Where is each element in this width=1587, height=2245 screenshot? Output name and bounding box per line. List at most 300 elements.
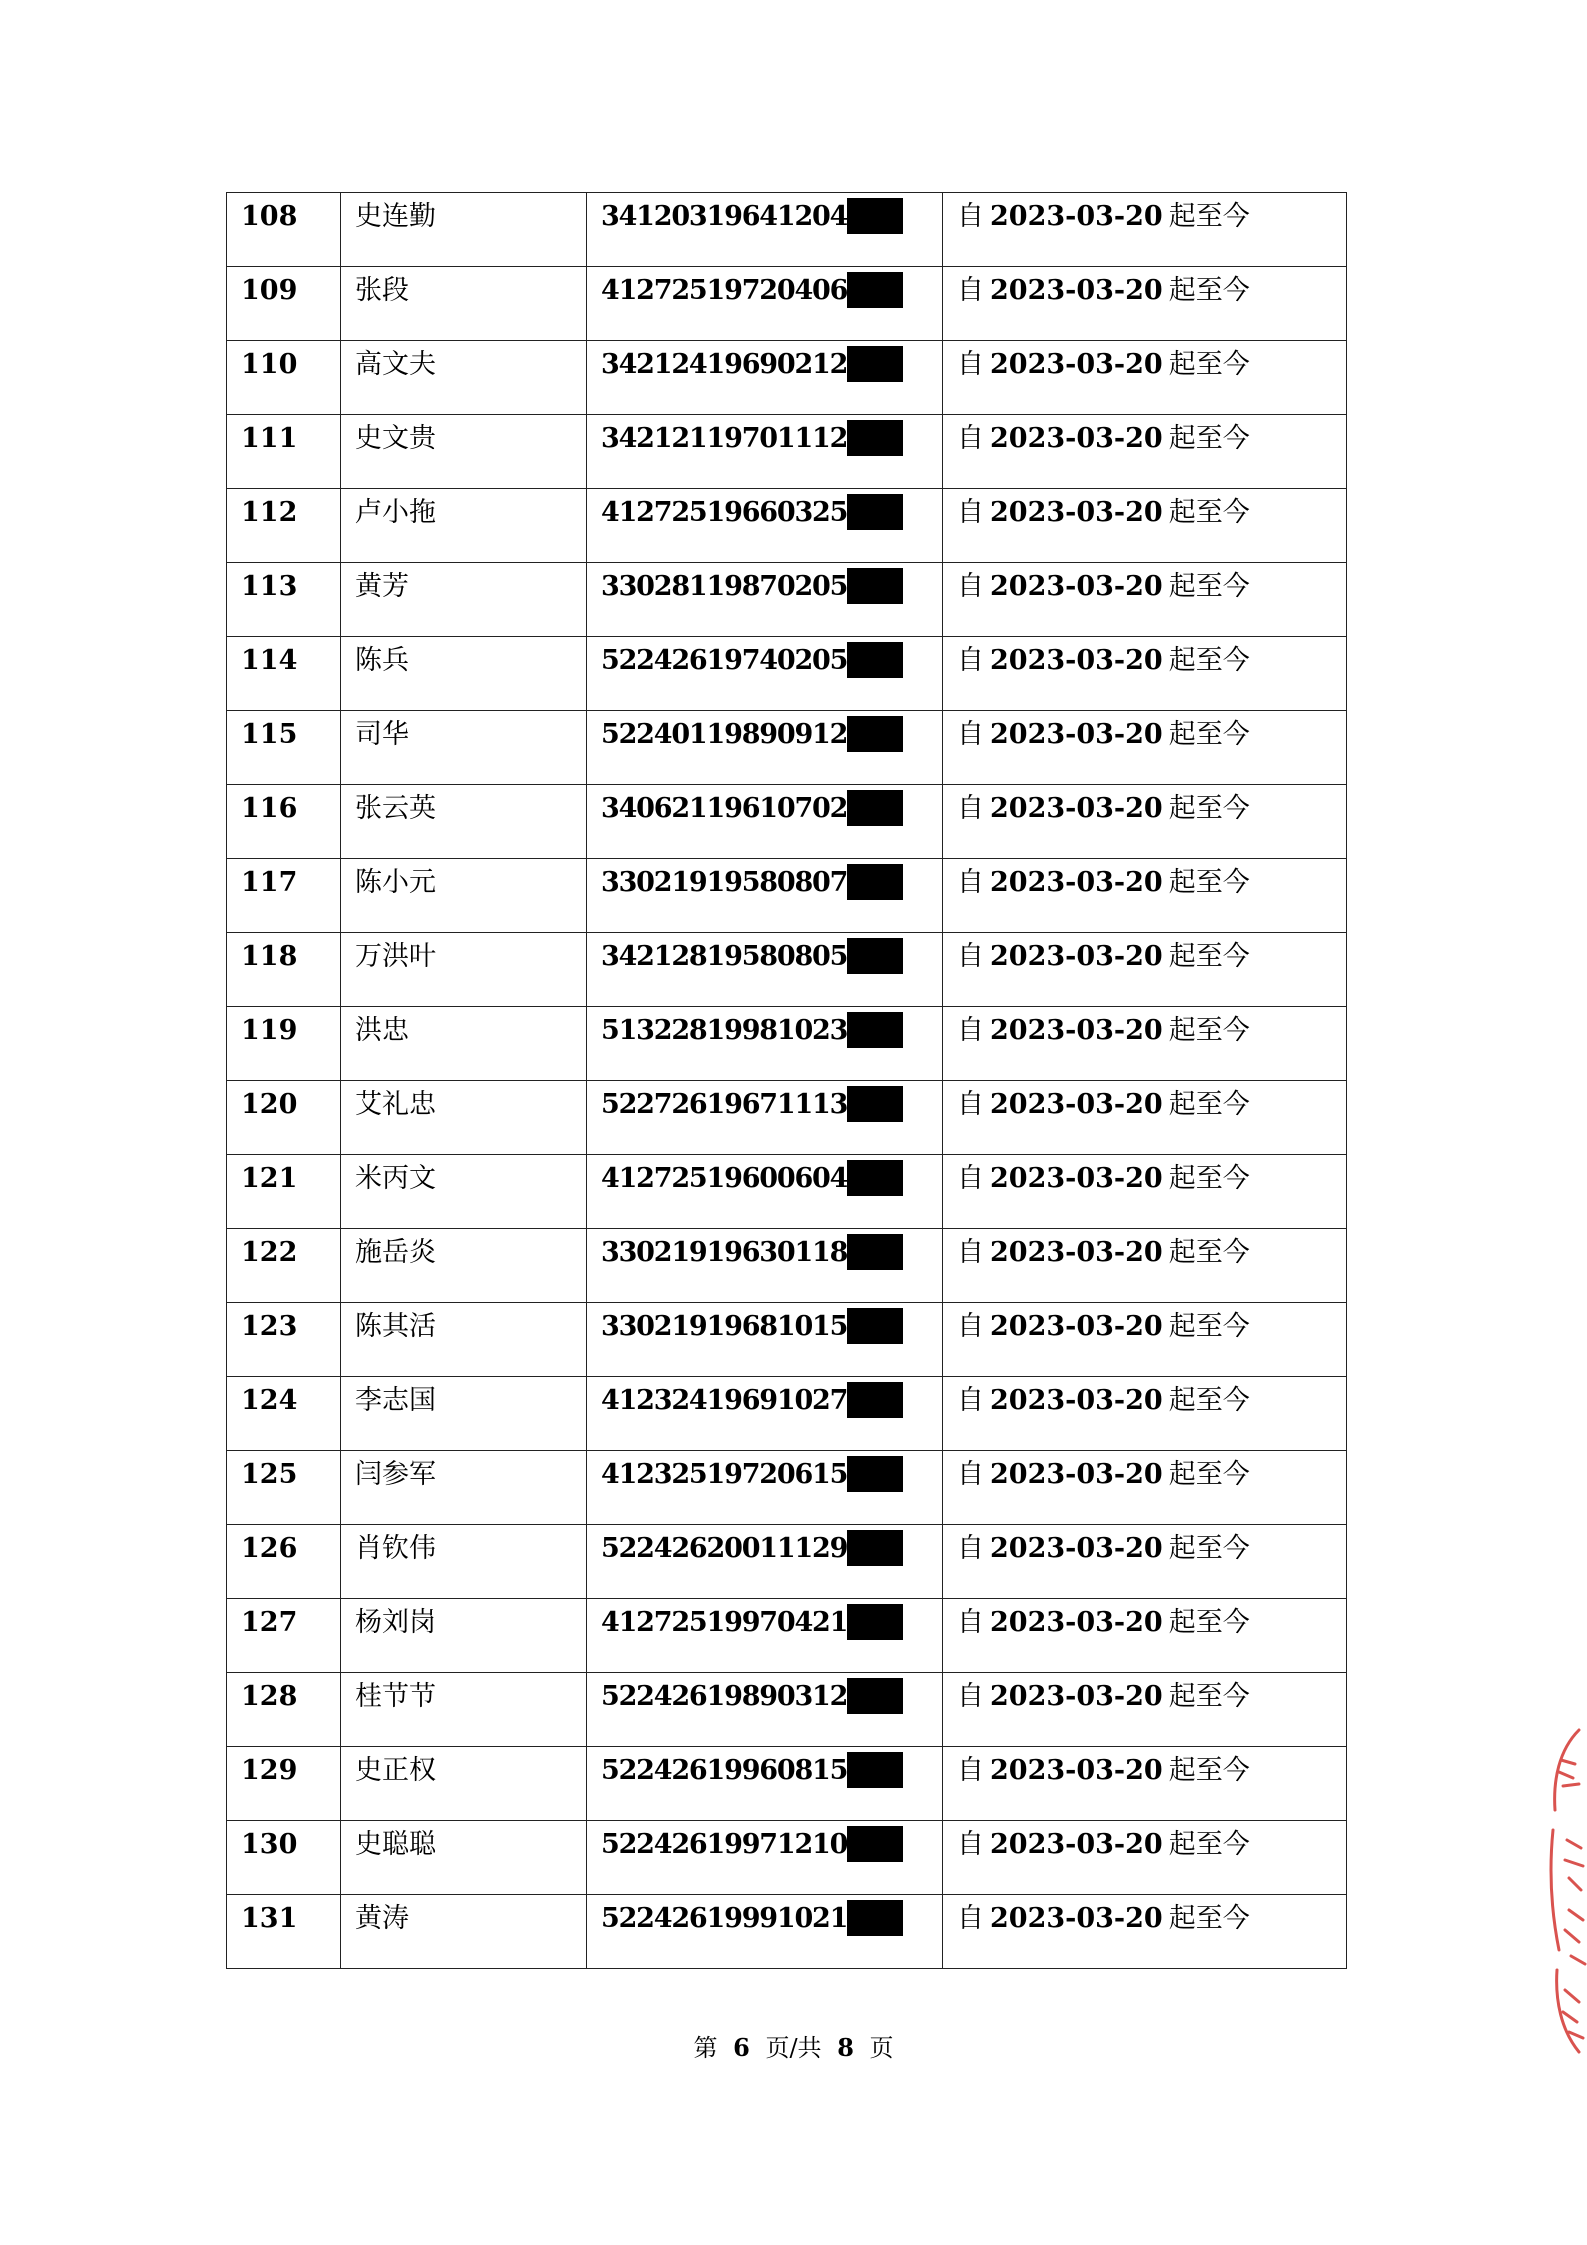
- period-cell: [943, 1303, 1347, 1377]
- period-cell: [943, 1081, 1347, 1155]
- id-number-cell: [587, 1081, 943, 1155]
- row-number: 113: [241, 571, 298, 602]
- person-name-cell: [341, 415, 587, 489]
- id-number-group: [601, 637, 903, 678]
- row-number-cell: [227, 415, 341, 489]
- row-number: 125: [241, 1459, 298, 1490]
- period-text: [957, 341, 1250, 378]
- period-cell: [943, 1895, 1347, 1969]
- id-number: 51322819981023: [601, 1015, 848, 1046]
- table-row: [227, 193, 1347, 267]
- period-text: [957, 1155, 1250, 1192]
- row-number: 123: [241, 1311, 298, 1342]
- person-name: 黄芳: [355, 571, 409, 602]
- id-number: 34212119701112: [601, 423, 848, 454]
- redaction-block: [847, 1382, 903, 1418]
- period-suffix: 起至今: [1168, 719, 1250, 750]
- table-row: [227, 267, 1347, 341]
- period-prefix: 自: [957, 793, 984, 824]
- row-number: 108: [241, 201, 298, 232]
- id-number-group: [601, 785, 903, 826]
- start-date: 2023-03-20: [990, 1607, 1163, 1638]
- person-name: 卢小拖: [355, 497, 436, 528]
- redaction-block: [847, 1012, 903, 1048]
- id-number-cell: [587, 1895, 943, 1969]
- id-number-group: [601, 1525, 903, 1566]
- period-cell: [943, 415, 1347, 489]
- period-prefix: 自: [957, 1755, 984, 1786]
- person-name: 李志国: [355, 1385, 436, 1416]
- redaction-block: [847, 938, 903, 974]
- id-number: 33021919580807: [601, 867, 848, 898]
- table-row: [227, 415, 1347, 489]
- id-number: 33021919681015: [601, 1311, 848, 1342]
- id-number: 41232419691027: [601, 1385, 848, 1416]
- row-number-cell: [227, 1377, 341, 1451]
- id-number-group: [601, 859, 903, 900]
- redaction-block: [847, 568, 903, 604]
- period-cell: [943, 1673, 1347, 1747]
- id-number-group: [601, 1747, 903, 1788]
- person-name-cell: [341, 933, 587, 1007]
- id-number: 52272619671113: [601, 1089, 848, 1120]
- row-number-cell: [227, 193, 341, 267]
- table-row: [227, 1303, 1347, 1377]
- period-suffix: 起至今: [1168, 1607, 1250, 1638]
- start-date: 2023-03-20: [990, 867, 1163, 898]
- period-text: [957, 1525, 1250, 1562]
- id-number-cell: [587, 1155, 943, 1229]
- period-text: [957, 933, 1250, 970]
- person-name: 黄涛: [355, 1903, 409, 1934]
- id-number: 41272519660325: [601, 497, 848, 528]
- period-cell: [943, 1155, 1347, 1229]
- row-number-cell: [227, 1229, 341, 1303]
- table-row: [227, 489, 1347, 563]
- period-text: [957, 711, 1250, 748]
- id-number-cell: [587, 711, 943, 785]
- row-number: 117: [241, 867, 298, 898]
- personnel-table: [226, 192, 1347, 1969]
- period-suffix: 起至今: [1168, 1829, 1250, 1860]
- row-number-cell: [227, 341, 341, 415]
- period-cell: [943, 489, 1347, 563]
- start-date: 2023-03-20: [990, 1755, 1163, 1786]
- start-date: 2023-03-20: [990, 645, 1163, 676]
- id-number-group: [601, 341, 903, 382]
- redaction-block: [847, 1900, 903, 1936]
- row-number-cell: [227, 1747, 341, 1821]
- id-number-cell: [587, 341, 943, 415]
- person-name-cell: [341, 1155, 587, 1229]
- id-number: 52240119890912: [601, 719, 848, 750]
- period-prefix: 自: [957, 1089, 984, 1120]
- period-prefix: 自: [957, 1681, 984, 1712]
- table-row: [227, 859, 1347, 933]
- redaction-block: [847, 1160, 903, 1196]
- person-name: 史聪聪: [355, 1829, 436, 1860]
- id-number-cell: [587, 1525, 943, 1599]
- person-name: 米丙文: [355, 1163, 436, 1194]
- period-text: [957, 1599, 1250, 1636]
- id-number-cell: [587, 267, 943, 341]
- redaction-block: [847, 1678, 903, 1714]
- period-cell: [943, 785, 1347, 859]
- row-number: 119: [241, 1015, 298, 1046]
- person-name: 艾礼忠: [355, 1089, 436, 1120]
- period-cell: [943, 859, 1347, 933]
- person-name: 高文夫: [355, 349, 436, 380]
- id-number: 52242619971210: [601, 1829, 848, 1860]
- table-row: [227, 1229, 1347, 1303]
- id-number-cell: [587, 563, 943, 637]
- table-row: [227, 341, 1347, 415]
- redaction-block: [847, 1234, 903, 1270]
- person-name: 闫参军: [355, 1459, 436, 1490]
- start-date: 2023-03-20: [990, 497, 1163, 528]
- row-number-cell: [227, 1525, 341, 1599]
- period-suffix: 起至今: [1168, 423, 1250, 454]
- period-suffix: 起至今: [1168, 1015, 1250, 1046]
- total-pages-number: 8: [837, 2033, 854, 2062]
- period-text: [957, 489, 1250, 526]
- start-date: 2023-03-20: [990, 1237, 1163, 1268]
- redaction-block: [847, 716, 903, 752]
- id-number-cell: [587, 637, 943, 711]
- period-text: [957, 1451, 1250, 1488]
- person-name-cell: [341, 1747, 587, 1821]
- period-text: [957, 1007, 1250, 1044]
- id-number-cell: [587, 489, 943, 563]
- person-name-cell: [341, 1007, 587, 1081]
- period-prefix: 自: [957, 867, 984, 898]
- period-suffix: 起至今: [1168, 1089, 1250, 1120]
- person-name-cell: [341, 489, 587, 563]
- person-name-cell: [341, 1377, 587, 1451]
- id-number-cell: [587, 1599, 943, 1673]
- row-number-cell: [227, 1599, 341, 1673]
- start-date: 2023-03-20: [990, 1385, 1163, 1416]
- id-number-cell: [587, 193, 943, 267]
- redaction-block: [847, 420, 903, 456]
- table-row: [227, 563, 1347, 637]
- person-name-cell: [341, 1451, 587, 1525]
- period-prefix: 自: [957, 1237, 984, 1268]
- row-number-cell: [227, 711, 341, 785]
- id-number-group: [601, 1229, 903, 1270]
- row-number: 126: [241, 1533, 298, 1564]
- person-name-cell: [341, 1525, 587, 1599]
- start-date: 2023-03-20: [990, 1015, 1163, 1046]
- person-name-cell: [341, 1229, 587, 1303]
- start-date: 2023-03-20: [990, 571, 1163, 602]
- id-number: 34212419690212: [601, 349, 848, 380]
- period-cell: [943, 1007, 1347, 1081]
- id-number-group: [601, 489, 903, 530]
- id-number-group: [601, 1673, 903, 1714]
- redaction-block: [847, 1308, 903, 1344]
- row-number-cell: [227, 1303, 341, 1377]
- period-suffix: 起至今: [1168, 645, 1250, 676]
- id-number: 41272519600604: [601, 1163, 848, 1194]
- row-number-cell: [227, 1007, 341, 1081]
- start-date: 2023-03-20: [990, 1089, 1163, 1120]
- period-suffix: 起至今: [1168, 1459, 1250, 1490]
- id-number-cell: [587, 1821, 943, 1895]
- redaction-block: [847, 1826, 903, 1862]
- period-suffix: 起至今: [1168, 497, 1250, 528]
- person-name-cell: [341, 267, 587, 341]
- table-row: [227, 1821, 1347, 1895]
- period-text: [957, 415, 1250, 452]
- period-cell: [943, 1525, 1347, 1599]
- period-suffix: 起至今: [1168, 1903, 1250, 1934]
- person-name-cell: [341, 341, 587, 415]
- id-number-group: [601, 267, 903, 308]
- table-row: [227, 1081, 1347, 1155]
- start-date: 2023-03-20: [990, 1681, 1163, 1712]
- person-name: 张段: [355, 275, 409, 306]
- id-number-group: [601, 1007, 903, 1048]
- period-text: [957, 193, 1250, 230]
- id-number-group: [601, 1895, 903, 1936]
- start-date: 2023-03-20: [990, 1829, 1163, 1860]
- row-number-cell: [227, 563, 341, 637]
- row-number: 118: [241, 941, 298, 972]
- row-number-cell: [227, 1155, 341, 1229]
- period-prefix: 自: [957, 645, 984, 676]
- row-number: 129: [241, 1755, 298, 1786]
- period-text: [957, 1895, 1250, 1932]
- period-text: [957, 1229, 1250, 1266]
- table-row: [227, 933, 1347, 1007]
- person-name-cell: [341, 193, 587, 267]
- id-number-cell: [587, 1451, 943, 1525]
- row-number-cell: [227, 933, 341, 1007]
- row-number: 109: [241, 275, 298, 306]
- id-number-group: [601, 193, 903, 234]
- person-name: 史连勤: [355, 201, 436, 232]
- period-suffix: 起至今: [1168, 1533, 1250, 1564]
- id-number-group: [601, 1303, 903, 1344]
- period-cell: [943, 1229, 1347, 1303]
- id-number-group: [601, 711, 903, 752]
- redaction-block: [847, 272, 903, 308]
- redaction-block: [847, 864, 903, 900]
- period-prefix: 自: [957, 1385, 984, 1416]
- period-suffix: 起至今: [1168, 867, 1250, 898]
- id-number-group: [601, 1451, 903, 1492]
- period-cell: [943, 1821, 1347, 1895]
- id-number-cell: [587, 1377, 943, 1451]
- person-name: 杨刘岗: [355, 1607, 436, 1638]
- id-number: 52242619890312: [601, 1681, 848, 1712]
- id-number-group: [601, 1599, 903, 1640]
- period-cell: [943, 1747, 1347, 1821]
- table-row: [227, 1673, 1347, 1747]
- period-cell: [943, 1377, 1347, 1451]
- start-date: 2023-03-20: [990, 1533, 1163, 1564]
- period-suffix: 起至今: [1168, 571, 1250, 602]
- period-prefix: 自: [957, 201, 984, 232]
- start-date: 2023-03-20: [990, 201, 1163, 232]
- table-row: [227, 1747, 1347, 1821]
- row-number: 122: [241, 1237, 298, 1268]
- row-number: 131: [241, 1903, 298, 1934]
- start-date: 2023-03-20: [990, 793, 1163, 824]
- id-number: 41232519720615: [601, 1459, 848, 1490]
- row-number: 130: [241, 1829, 298, 1860]
- person-name: 陈兵: [355, 645, 409, 676]
- period-cell: [943, 267, 1347, 341]
- period-cell: [943, 711, 1347, 785]
- person-name: 史正权: [355, 1755, 436, 1786]
- period-prefix: 自: [957, 349, 984, 380]
- period-prefix: 自: [957, 941, 984, 972]
- period-text: [957, 1081, 1250, 1118]
- id-number-cell: [587, 785, 943, 859]
- row-number: 112: [241, 497, 298, 528]
- person-name-cell: [341, 1673, 587, 1747]
- redaction-block: [847, 346, 903, 382]
- period-suffix: 起至今: [1168, 275, 1250, 306]
- table-row: [227, 1895, 1347, 1969]
- id-number: 33021919630118: [601, 1237, 848, 1268]
- period-suffix: 起至今: [1168, 1755, 1250, 1786]
- start-date: 2023-03-20: [990, 275, 1163, 306]
- period-suffix: 起至今: [1168, 1237, 1250, 1268]
- id-number: 41272519720406: [601, 275, 848, 306]
- table-row: [227, 1377, 1347, 1451]
- id-number: 34062119610702: [601, 793, 848, 824]
- table-row: [227, 1525, 1347, 1599]
- person-name: 肖钦伟: [355, 1533, 436, 1564]
- period-text: [957, 563, 1250, 600]
- period-prefix: 自: [957, 1607, 984, 1638]
- person-name-cell: [341, 711, 587, 785]
- period-text: [957, 1377, 1250, 1414]
- id-number: 52242619960815: [601, 1755, 848, 1786]
- period-prefix: 自: [957, 1533, 984, 1564]
- current-page-number: 6: [733, 2033, 750, 2062]
- redaction-block: [847, 790, 903, 826]
- start-date: 2023-03-20: [990, 349, 1163, 380]
- period-suffix: 起至今: [1168, 1681, 1250, 1712]
- period-suffix: 起至今: [1168, 1311, 1250, 1342]
- id-number-cell: [587, 859, 943, 933]
- period-cell: [943, 341, 1347, 415]
- id-number-cell: [587, 1303, 943, 1377]
- id-number-cell: [587, 1229, 943, 1303]
- personnel-table-body: [227, 193, 1347, 1969]
- row-number-cell: [227, 785, 341, 859]
- person-name-cell: [341, 563, 587, 637]
- id-number-cell: [587, 1747, 943, 1821]
- row-number: 114: [241, 645, 298, 676]
- row-number-cell: [227, 267, 341, 341]
- row-number: 120: [241, 1089, 298, 1120]
- redaction-block: [847, 1752, 903, 1788]
- period-prefix: 自: [957, 1459, 984, 1490]
- redaction-block: [847, 1086, 903, 1122]
- person-name-cell: [341, 785, 587, 859]
- period-text: [957, 785, 1250, 822]
- person-name: 洪忠: [355, 1015, 409, 1046]
- page-middle: 页/共: [765, 2034, 822, 2062]
- id-number-cell: [587, 1673, 943, 1747]
- id-number: 33028119870205: [601, 571, 848, 602]
- table-row: [227, 1007, 1347, 1081]
- period-prefix: 自: [957, 423, 984, 454]
- period-text: [957, 1747, 1250, 1784]
- period-cell: [943, 1599, 1347, 1673]
- id-number-group: [601, 1821, 903, 1862]
- period-suffix: 起至今: [1168, 1385, 1250, 1416]
- table-row: [227, 637, 1347, 711]
- id-number: 34212819580805: [601, 941, 848, 972]
- table-row: [227, 1451, 1347, 1525]
- person-name-cell: [341, 1303, 587, 1377]
- period-prefix: 自: [957, 497, 984, 528]
- id-number-group: [601, 1155, 903, 1196]
- period-prefix: 自: [957, 1829, 984, 1860]
- period-suffix: 起至今: [1168, 793, 1250, 824]
- row-number: 110: [241, 349, 298, 380]
- person-name: 张云英: [355, 793, 436, 824]
- row-number: 128: [241, 1681, 298, 1712]
- row-number-cell: [227, 859, 341, 933]
- period-text: [957, 1673, 1250, 1710]
- row-number: 124: [241, 1385, 298, 1416]
- period-prefix: 自: [957, 1903, 984, 1934]
- page-suffix: 页: [869, 2034, 894, 2062]
- table-row: [227, 711, 1347, 785]
- period-cell: [943, 933, 1347, 1007]
- table-row: [227, 1599, 1347, 1673]
- page-prefix: 第: [693, 2034, 718, 2062]
- row-number-cell: [227, 1081, 341, 1155]
- start-date: 2023-03-20: [990, 423, 1163, 454]
- period-prefix: 自: [957, 1163, 984, 1194]
- period-text: [957, 1303, 1250, 1340]
- person-name-cell: [341, 1821, 587, 1895]
- row-number-cell: [227, 1451, 341, 1525]
- period-text: [957, 637, 1250, 674]
- row-number-cell: [227, 1821, 341, 1895]
- person-name-cell: [341, 1081, 587, 1155]
- row-number-cell: [227, 489, 341, 563]
- person-name: 施岳炎: [355, 1237, 436, 1268]
- id-number-cell: [587, 933, 943, 1007]
- person-name: 史文贵: [355, 423, 436, 454]
- start-date: 2023-03-20: [990, 1163, 1163, 1194]
- start-date: 2023-03-20: [990, 1903, 1163, 1934]
- id-number-group: [601, 1081, 903, 1122]
- id-number: 34120319641204: [601, 201, 848, 232]
- id-number-group: [601, 415, 903, 456]
- person-name: 司华: [355, 719, 409, 750]
- redaction-block: [847, 1604, 903, 1640]
- row-number: 111: [241, 423, 298, 454]
- table-row: [227, 785, 1347, 859]
- row-number: 127: [241, 1607, 298, 1638]
- id-number: 41272519970421: [601, 1607, 848, 1638]
- period-suffix: 起至今: [1168, 349, 1250, 380]
- period-suffix: 起至今: [1168, 201, 1250, 232]
- period-prefix: 自: [957, 275, 984, 306]
- person-name-cell: [341, 1895, 587, 1969]
- person-name: 万洪叶: [355, 941, 436, 972]
